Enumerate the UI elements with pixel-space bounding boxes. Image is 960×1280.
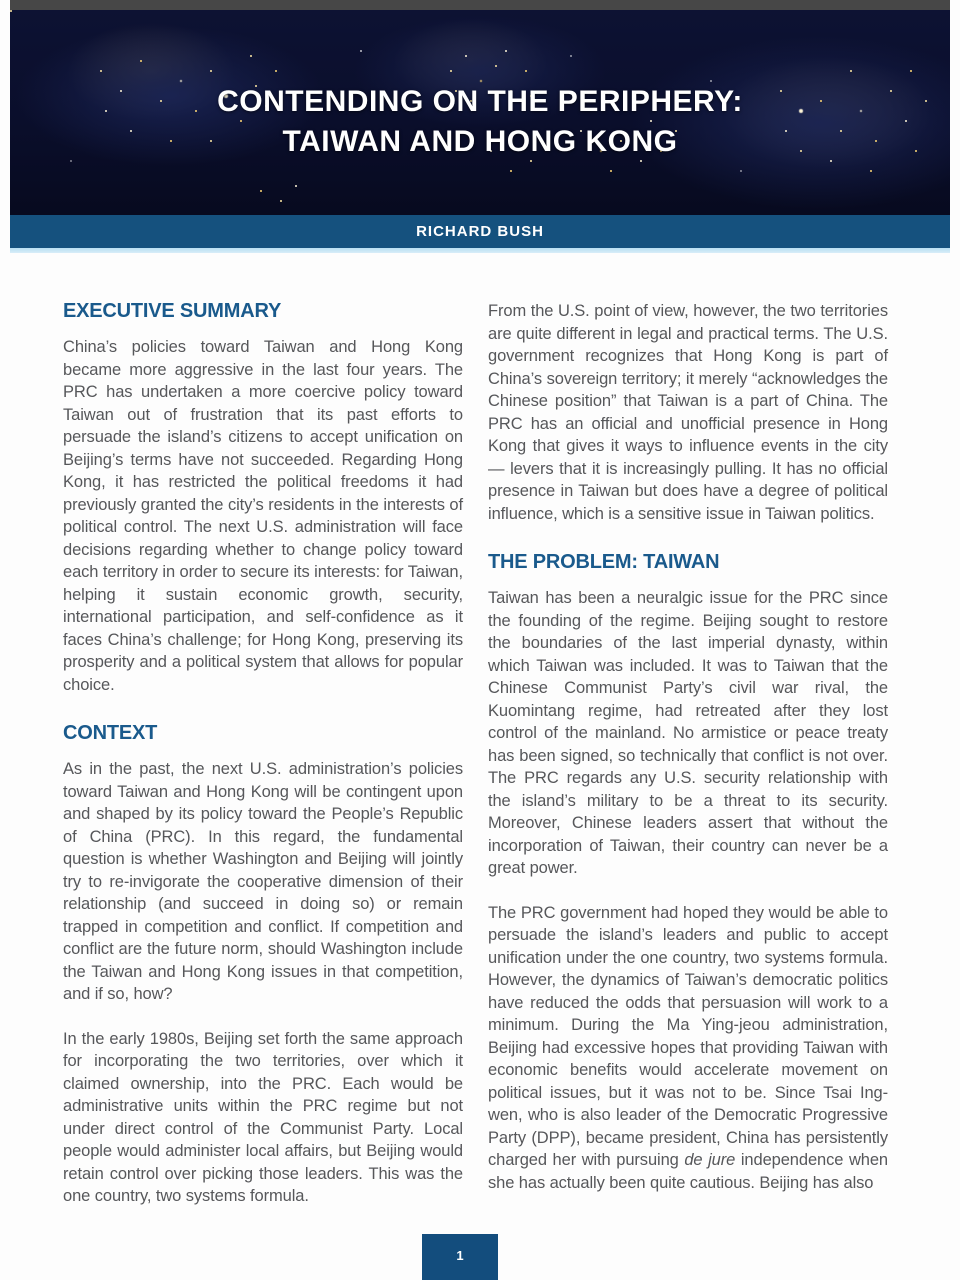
report-title-line-2: TAIWAN AND HONG KONG — [282, 124, 678, 158]
page-number: 1 — [456, 1248, 464, 1263]
left-column — [63, 300, 463, 1230]
page-number-box — [422, 1234, 498, 1280]
text-segment: Taiwan has been a neuralgic issue for the PRC since the founding of the regime. Beijing sought to restore the boundaries of the last imperial dynasty, within which Taiwan was included. It was to Taiwan that the Chinese Communist Party’s civil war rival, the Kuomintang regime, had retreated after they lost control of the mainland. No armistice or peace treaty has been signed, so technically that conflict is not over. The PRC regards any U.S. security relationship with the island’s military to be a threat to its security. Moreover, Chinese leaders assert that without the incorporation of Taiwan, their country can never be a great power. — [488, 589, 888, 877]
body-paragraph — [488, 587, 888, 880]
body-paragraph — [63, 1028, 463, 1208]
right-column — [488, 300, 888, 1230]
author-name: RICHARD BUSH — [416, 223, 544, 240]
italic-text: de jure — [684, 1151, 736, 1169]
top-strip — [10, 0, 950, 10]
body-paragraph — [63, 758, 463, 1006]
text-segment: China’s policies toward Taiwan and Hong Kong became more aggressive in the last four years. The PRC has undertaken a more coercive policy toward Taiwan out of frustration that its past efforts to persuade the island’s citizens to accept unification on Beijing’s terms have not succeeded. Regarding Hong Kong, it has restricted the political freedoms it had previously granted the city’s residents in the interests of political control. The next U.S. administration will face decisions regarding whether to change policy toward each territory in order to secure its interests: for Taiwan, helping it sustain economic growth, security, international participation, and self-confidence as it faces China’s challenge; for Hong Kong, preserving its prosperity and a political system that allows for popular choice. — [63, 338, 463, 694]
report-title-line-1: CONTENDING ON THE PERIPHERY: — [217, 84, 743, 118]
text-segment: As in the past, the next U.S. administration’s policies toward Taiwan and Hong Kong will be contingent upon and shaped by its policy toward the People’s Republic of China (PRC). In this regard, the fundamental question is whether Washington and Beijing will jointly try to re-invigorate the cooperative dimension of their relationship (and succeed in doing so) or remain trapped in competition and conflict. If competition and conflict are the future norm, should Washington include the Taiwan and Hong Kong issues in that competition, and if so, how? — [63, 760, 463, 1003]
body-paragraph — [63, 336, 463, 696]
earth-night-map-image — [10, 10, 950, 215]
report-header — [10, 0, 950, 253]
section-heading: EXECUTIVE SUMMARY — [63, 300, 282, 322]
section-heading: THE PROBLEM: TAIWAN — [488, 551, 720, 573]
byline-bar — [10, 215, 950, 248]
report-title — [10, 10, 950, 215]
article-body — [0, 253, 888, 1230]
text-segment: From the U.S. point of view, however, the two territories are quite different in legal and practical terms. The U.S. government recognizes that Hong Kong is part of China’s sovereign territory; it merely “acknowledges the Chinese position” that Taiwan is a part of China. The PRC has an official and unofficial presence in Hong Kong that gives it ways to influence events in the city — levers that it is increasingly pulling. It has no official presence in Taiwan but does have a degree of political influence, which is a sensitive issue in Taiwan politics. — [488, 302, 888, 523]
section-heading: CONTEXT — [63, 722, 158, 744]
body-paragraph — [488, 300, 888, 525]
body-paragraph — [488, 902, 888, 1195]
text-segment: In the early 1980s, Beijing set forth the same approach for incorporating the two territories, over which it claimed ownership, into the PRC. Each would be administrative units within the PRC regime but not under direct control of the Communist Party. Local people would administer local affairs, but Beijing would retain control over picking those leaders. This was the one country, two systems formula. — [63, 1029, 463, 1205]
text-segment: The PRC government had hoped they would be able to persuade the island’s leaders and public to accept unification under the one country, two systems formula. However, the dynamics of Taiwan’s democratic politics have reduced the odds that persuasion will work to a minimum. During the Ma Ying-jeou administration, Beijing had excessive hopes that providing Taiwan with economic benefits would accelerate movement on political issues, but it was not to be. Since Tsai Ing-wen, who is also leader of the Democratic Progressive Party (DPP), became president, China has persistently charged her with pursuing — [488, 903, 888, 1169]
text-segment: independence when she has actually been quite cautious. Beijing has also — [488, 1151, 888, 1192]
